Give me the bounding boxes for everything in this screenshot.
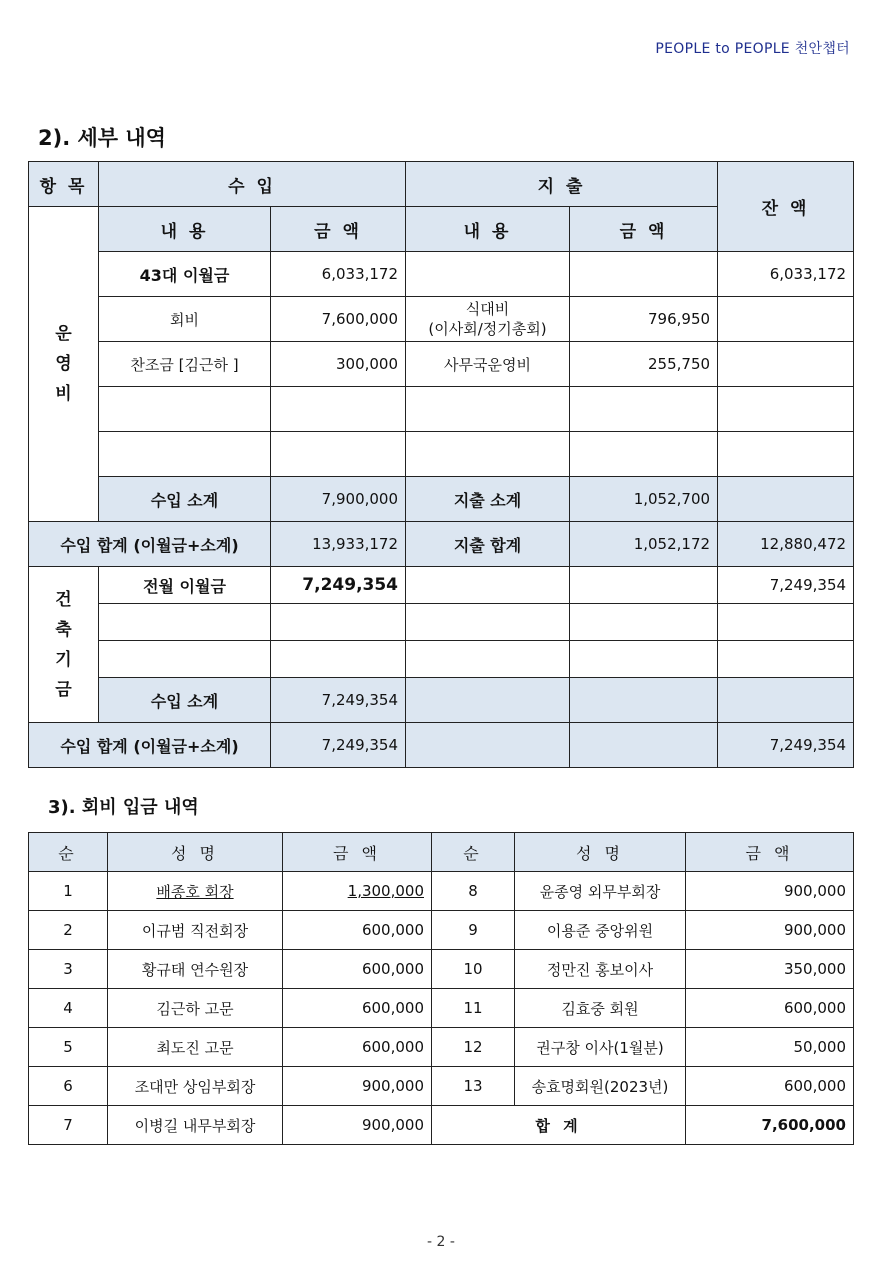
building-total-label: 수입 합계 (이월금+소계) xyxy=(29,723,271,768)
empty-row xyxy=(29,387,854,432)
out-label-line: 식대비 xyxy=(465,300,510,318)
head-expense-amount: 금 액 xyxy=(570,207,718,252)
out-amount: 796,950 xyxy=(570,297,718,342)
expense-total-label: 지출 합계 xyxy=(406,522,570,567)
carry-label: 전월 이월금 xyxy=(99,567,271,604)
detail-table xyxy=(28,161,854,768)
row-name: 김효중 회원 xyxy=(515,989,686,1028)
section3-title: 3). 회비 입금 내역 xyxy=(48,797,199,818)
row-name: 이용준 중앙위원 xyxy=(515,911,686,950)
out-label xyxy=(406,297,570,342)
row-name: 황규태 연수원장 xyxy=(108,950,283,989)
in-label: 43대 이월금 xyxy=(99,252,271,297)
row-name: 조대만 상임부회장 xyxy=(108,1067,283,1106)
operating-total-row xyxy=(29,522,854,567)
table-row xyxy=(29,1067,854,1106)
row-no: 9 xyxy=(432,911,515,950)
dues-total-label: 합 계 xyxy=(432,1106,686,1145)
row-no: 2 xyxy=(29,911,108,950)
dues-total-amount: 7,600,000 xyxy=(686,1106,854,1145)
in-label: 찬조금 [김근하 ] xyxy=(99,342,271,387)
row-name: 이병길 내무부회장 xyxy=(108,1106,283,1145)
head-expense: 지 출 xyxy=(406,162,718,207)
row-amount: 350,000 xyxy=(686,950,854,989)
income-total-amount: 13,933,172 xyxy=(271,522,406,567)
row-no: 3 xyxy=(29,950,108,989)
empty-row xyxy=(29,432,854,477)
income-total-label: 수입 합계 (이월금+소계) xyxy=(29,522,271,567)
dues-table xyxy=(28,832,854,1145)
row-no: 5 xyxy=(29,1028,108,1067)
head-income: 수 입 xyxy=(99,162,406,207)
row-amount: 900,000 xyxy=(686,872,854,911)
row-amount: 600,000 xyxy=(283,950,432,989)
carry-balance: 7,249,354 xyxy=(718,567,854,604)
row-name: 이규범 직전회장 xyxy=(108,911,283,950)
row-amount: 600,000 xyxy=(686,1067,854,1106)
row-name-text: 배종호 회장 xyxy=(156,882,234,901)
out-amount xyxy=(570,252,718,297)
row-amount: 900,000 xyxy=(283,1067,432,1106)
expense-subtotal-label: 지출 소계 xyxy=(406,477,570,522)
row-name: 정만진 홍보이사 xyxy=(515,950,686,989)
expense-subtotal-amount: 1,052,700 xyxy=(570,477,718,522)
out-label-line: (이사회/정기총회) xyxy=(428,320,547,338)
table-row xyxy=(29,252,854,297)
head-name: 성 명 xyxy=(108,833,283,872)
head-amount: 금 액 xyxy=(283,833,432,872)
row-name: 송효명회원(2023년) xyxy=(515,1067,686,1106)
table-row xyxy=(29,297,854,342)
table-row xyxy=(29,950,854,989)
in-amount: 6,033,172 xyxy=(271,252,406,297)
in-label: 회비 xyxy=(99,297,271,342)
row-amount-text: 1,300,000 xyxy=(347,882,424,900)
head-balance: 잔 액 xyxy=(718,162,854,252)
row-amount: 600,000 xyxy=(283,1028,432,1067)
operating-char: 운 xyxy=(55,324,72,344)
row-amount: 50,000 xyxy=(686,1028,854,1067)
row-name: 권구창 이사(1월분) xyxy=(515,1028,686,1067)
row-name xyxy=(108,872,283,911)
operating-char: 비 xyxy=(55,384,72,404)
row-amount: 900,000 xyxy=(283,1106,432,1145)
header-org: PEOPLE to PEOPLE 천안챕터 xyxy=(655,41,850,57)
in-amount: 7,600,000 xyxy=(271,297,406,342)
table-row xyxy=(29,1028,854,1067)
row-no: 8 xyxy=(432,872,515,911)
total-balance: 12,880,472 xyxy=(718,522,854,567)
building-total-balance: 7,249,354 xyxy=(718,723,854,768)
empty-row xyxy=(29,604,854,641)
head-expense-content: 내 용 xyxy=(406,207,570,252)
building-char: 금 xyxy=(55,679,72,700)
head-no: 순 xyxy=(432,833,515,872)
building-carry-row xyxy=(29,567,854,604)
building-label xyxy=(29,567,99,723)
building-total-row xyxy=(29,723,854,768)
row-amount: 600,000 xyxy=(686,989,854,1028)
building-subtotal-row xyxy=(29,678,854,723)
row-no: 10 xyxy=(432,950,515,989)
out-label xyxy=(406,252,570,297)
building-subtotal-amount: 7,249,354 xyxy=(271,678,406,723)
row-name: 윤종영 외무부회장 xyxy=(515,872,686,911)
out-amount: 255,750 xyxy=(570,342,718,387)
row-no: 6 xyxy=(29,1067,108,1106)
empty-row xyxy=(29,641,854,678)
head-no: 순 xyxy=(29,833,108,872)
row-no: 7 xyxy=(29,1106,108,1145)
table-row xyxy=(29,342,854,387)
building-total-amount: 7,249,354 xyxy=(271,723,406,768)
building-subtotal-label: 수입 소계 xyxy=(99,678,271,723)
building-char: 기 xyxy=(55,649,72,670)
row-name: 김근하 고문 xyxy=(108,989,283,1028)
row-no: 13 xyxy=(432,1067,515,1106)
income-subtotal-amount: 7,900,000 xyxy=(271,477,406,522)
head-income-amount: 금 액 xyxy=(271,207,406,252)
expense-total-amount: 1,052,172 xyxy=(570,522,718,567)
balance xyxy=(718,297,854,342)
row-amount: 900,000 xyxy=(686,911,854,950)
table-row xyxy=(29,1106,854,1145)
out-label: 사무국운영비 xyxy=(406,342,570,387)
head-amount: 금 액 xyxy=(686,833,854,872)
page-number: - 2 - xyxy=(427,1234,455,1250)
table-row xyxy=(29,911,854,950)
row-amount: 600,000 xyxy=(283,911,432,950)
income-subtotal-label: 수입 소계 xyxy=(99,477,271,522)
head-income-content: 내 용 xyxy=(99,207,271,252)
balance: 6,033,172 xyxy=(718,252,854,297)
row-name: 최도진 고문 xyxy=(108,1028,283,1067)
row-no: 12 xyxy=(432,1028,515,1067)
in-amount: 300,000 xyxy=(271,342,406,387)
head-item: 항 목 xyxy=(29,162,99,207)
section2-title: 2). 세부 내역 xyxy=(38,126,166,150)
building-char: 건 xyxy=(55,589,72,610)
row-no: 11 xyxy=(432,989,515,1028)
balance xyxy=(718,477,854,522)
row-no: 4 xyxy=(29,989,108,1028)
building-char: 축 xyxy=(55,619,72,640)
row-amount: 600,000 xyxy=(283,989,432,1028)
operating-label xyxy=(29,207,99,522)
table-row xyxy=(29,989,854,1028)
carry-amount: 7,249,354 xyxy=(271,567,406,604)
head-name: 성 명 xyxy=(515,833,686,872)
row-no: 1 xyxy=(29,872,108,911)
operating-char: 영 xyxy=(55,354,72,374)
balance xyxy=(718,342,854,387)
row-amount xyxy=(283,872,432,911)
operating-subtotal-row xyxy=(29,477,854,522)
table-row xyxy=(29,872,854,911)
